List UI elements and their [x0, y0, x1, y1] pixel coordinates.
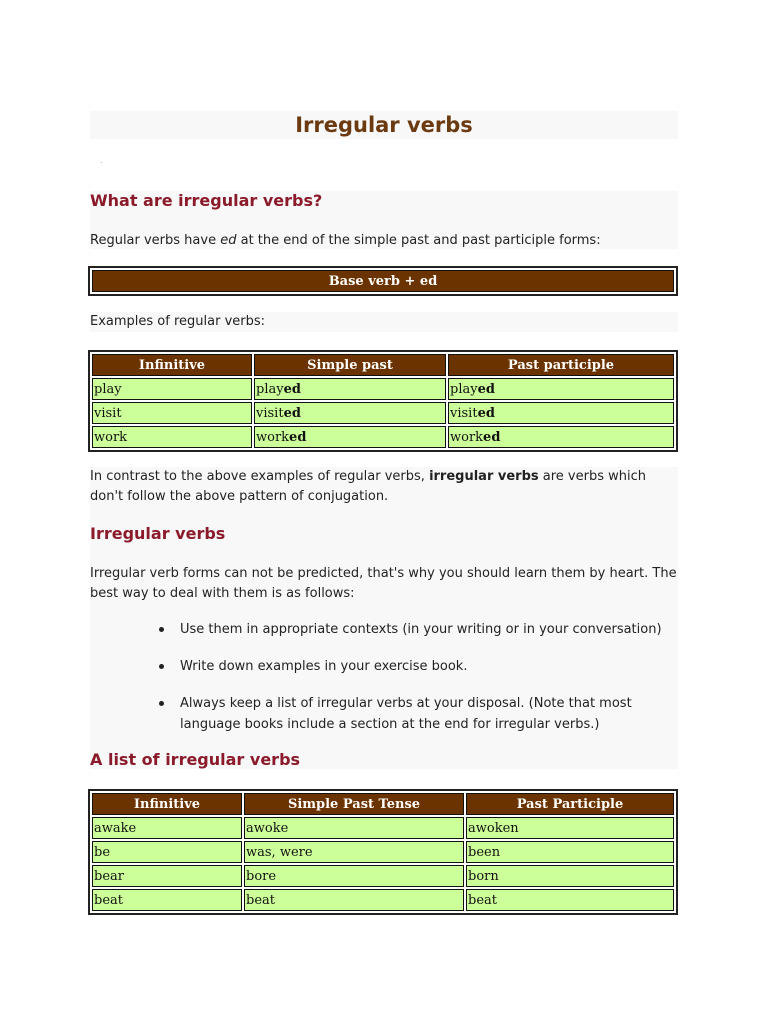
table-row: visit visited visited	[92, 402, 674, 424]
col-header: Simple Past Tense	[244, 793, 464, 815]
table-row: awake awoke awoken	[92, 817, 674, 839]
regular-verbs-table	[88, 350, 678, 452]
irregular-verbs-table	[88, 789, 678, 915]
irregular-paragraph: Irregular verb forms can not be predicted, that's why you should learn them by heart. The best way to deal with them is as follows:	[90, 566, 677, 601]
col-header: Past participle	[448, 354, 674, 376]
col-header: Infinitive	[92, 354, 252, 376]
table-row: play played played	[92, 378, 674, 400]
heading-list: A list of irregular verbs	[90, 750, 301, 769]
section-examples	[90, 312, 678, 332]
col-header: Simple past	[254, 354, 446, 376]
contrast-paragraph: In contrast to the above examples of regular verbs, irregular verbs are verbs which don't follow the above pattern of conjugation.	[90, 469, 646, 504]
page-title: Irregular verbs	[295, 113, 473, 137]
list-item: Always keep a list of irregular verbs at your disposal. (Note that most language books include a section at the end for irregular verbs.)	[180, 693, 678, 735]
section-what-are	[90, 191, 678, 249]
list-item: Write down examples in your exercise book.	[180, 656, 678, 677]
title-band	[90, 111, 678, 139]
tips-list	[90, 619, 678, 751]
table-row: beat beat beat	[92, 889, 674, 911]
stray-dot: .	[100, 156, 103, 165]
heading-irregular: Irregular verbs	[90, 524, 226, 543]
rule-header: Base verb + ed	[92, 270, 674, 292]
examples-text: Examples of regular verbs:	[90, 314, 266, 329]
heading-what-are: What are irregular verbs?	[90, 191, 323, 210]
list-item: Use them in appropriate contexts (in your writing or in your conversation)	[180, 619, 678, 640]
table-row: be was, were been	[92, 841, 674, 863]
col-header: Infinitive	[92, 793, 242, 815]
section-irregular	[90, 467, 678, 769]
rule-table	[88, 266, 678, 296]
intro-paragraph: Regular verbs have ed at the end of the simple past and past participle forms:	[90, 233, 601, 248]
table-row: bear bore born	[92, 865, 674, 887]
col-header: Past Participle	[466, 793, 674, 815]
table-row: work worked worked	[92, 426, 674, 448]
